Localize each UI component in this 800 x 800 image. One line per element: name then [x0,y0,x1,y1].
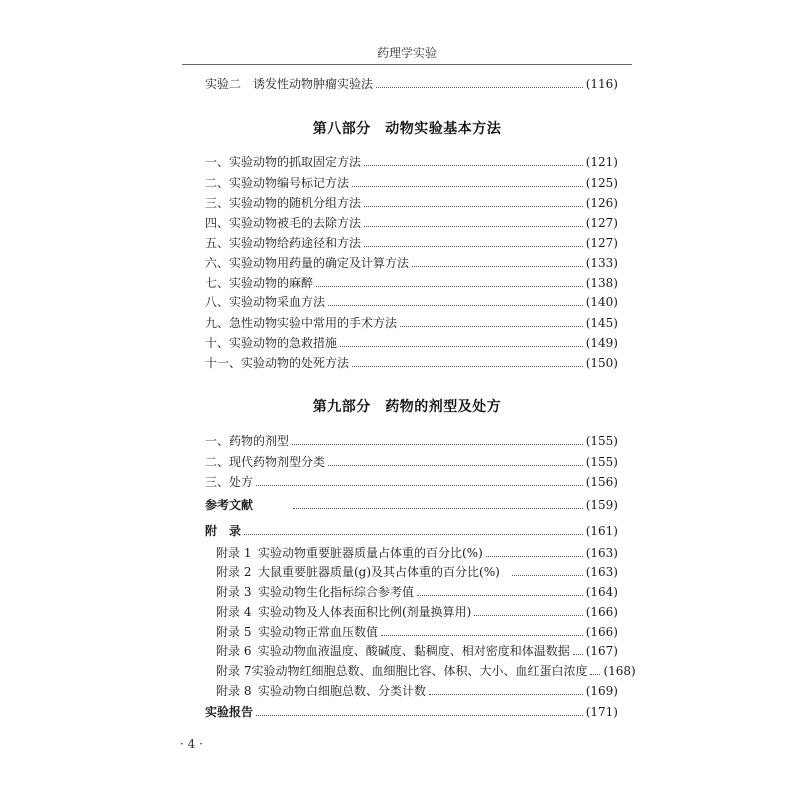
appendix-item[interactable] [216,624,618,640]
toc-entry-label: 四、实验动物被毛的去除方法 [205,216,362,230]
part8-title: 第八部分 动物实验基本方法 [312,121,502,137]
appendix-number: 附录 8 [216,684,252,698]
page-number: · 4 · [180,737,203,751]
appendix-label: 实验动物生化指标综合参考值 [258,585,415,599]
toc-entry-page: (155) [585,434,618,448]
toc-entry[interactable] [205,215,618,231]
appendix-label: 实验动物白细胞总数、分类计数 [258,684,427,698]
leader-dots [573,654,583,655]
leader-dots [364,206,583,207]
leader-dots [429,694,583,695]
leader-dots [340,346,583,347]
appendix-item[interactable] [216,564,618,580]
toc-entry-page: (121) [585,155,618,169]
leader-dots [256,715,583,716]
appendix-label: 实验动物红细胞总数、血细胞比容、体积、大小、血红蛋白浓度 [251,664,588,678]
appendix-number: 附录 6 [216,644,252,658]
toc-entry-experiment-2[interactable] [205,76,618,92]
appendix-number: 附录 3 [216,585,252,599]
appendix-number: 附录 5 [216,625,252,639]
appendix-label: 实验动物正常血压数值 [258,625,379,639]
leader-dots [364,165,583,166]
appendix-page: (166) [585,625,618,639]
appendix-number: 附录 4 [216,605,252,619]
toc-entry-label: 九、急性动物实验中常用的手术方法 [205,316,398,330]
toc-entry-label: 实验二 诱发性动物肿瘤实验法 [205,77,374,91]
toc-entry-page: (150) [585,356,618,370]
toc-entry[interactable] [205,335,618,351]
toc-entry-label: 二、现代药物剂型分类 [205,455,326,469]
leader-dots [293,508,583,509]
leader-dots [417,595,583,596]
toc-entry-page: (171) [585,705,618,719]
appendix-item[interactable] [216,643,618,659]
toc-entry-report[interactable] [205,704,618,720]
leader-dots [400,326,583,327]
header-rule [182,64,632,65]
appendix-page: (163) [585,546,618,560]
leader-dots [364,246,583,247]
toc-entry-page: (116) [585,77,618,91]
toc-entry[interactable] [205,255,618,271]
leader-dots [512,575,583,576]
toc-entry[interactable] [205,195,618,211]
appendix-number: 附录 7 [216,664,252,678]
appendix-label: 实验动物重要脏器质量占体重的百分比(%) [258,546,483,560]
appendix-item[interactable] [216,683,618,699]
toc-entry[interactable] [205,454,618,470]
toc-entry-page: (127) [585,216,618,230]
leader-dots [316,286,583,287]
toc-entry-label: 五、实验动物给药途径和方法 [205,236,362,250]
leader-dots [292,444,583,445]
toc-entry[interactable] [205,275,618,291]
toc-entry-label: 十一、实验动物的处死方法 [205,356,350,370]
running-header: 药理学实验 [376,46,437,60]
leader-dots [376,87,583,88]
toc-entry-page: (127) [585,236,618,250]
toc-entry-appendix[interactable] [205,523,618,539]
toc-entry-page: (125) [585,176,618,190]
leader-dots [474,615,582,616]
toc-entry[interactable] [205,433,618,449]
toc-entry-label: 一、实验动物的抓取固定方法 [205,155,362,169]
toc-entry-label: 三、实验动物的随机分组方法 [205,196,362,210]
toc-entry-page: (140) [585,295,618,309]
toc-entry-page: (138) [585,276,618,290]
appendix-page: (168) [603,664,636,678]
toc-entry[interactable] [205,315,618,331]
toc-entry-label: 参考文献 [205,498,254,512]
toc-entry-label: 三、处方 [205,475,254,489]
appendix-label: 实验动物及人体表面积比例(剂量换算用) [258,605,472,619]
toc-entry-label: 实验报告 [205,705,254,719]
toc-entry-references[interactable] [205,497,618,513]
toc-entry-page: (159) [585,498,618,512]
toc-entry-label: 二、实验动物编号标记方法 [205,176,350,190]
toc-entry[interactable] [205,154,618,170]
toc-entry[interactable] [205,175,618,191]
leader-dots [244,534,583,535]
appendix-item[interactable] [216,663,636,679]
leader-dots [328,305,583,306]
toc-entry-label: 一、药物的剂型 [205,434,290,448]
toc-entry-page: (149) [585,336,618,350]
toc-entry[interactable] [205,235,618,251]
appendix-page: (166) [585,605,618,619]
appendix-number: 附录 2 [216,565,252,579]
appendix-page: (169) [585,684,618,698]
appendix-number: 附录 1 [216,546,252,560]
toc-entry-label: 附 录 [205,524,242,538]
toc-entry[interactable] [205,294,618,310]
toc-entry[interactable] [205,474,618,490]
toc-entry[interactable] [205,355,618,371]
part9-title: 第九部分 药物的剂型及处方 [312,399,502,415]
leader-dots [381,635,583,636]
appendix-page: (164) [585,585,618,599]
leader-dots [256,485,583,486]
appendix-page: (167) [585,644,618,658]
toc-entry-label: 七、实验动物的麻醉 [205,276,314,290]
appendix-item[interactable] [216,604,618,620]
appendix-label: 大鼠重要脏器质量(g)及其占体重的百分比(%) [258,565,500,579]
toc-entry-page: (145) [585,316,618,330]
leader-dots [328,465,583,466]
appendix-label: 实验动物血液温度、酸碱度、黏稠度、相对密度和体温数据 [257,644,570,658]
toc-entry-page: (126) [585,196,618,210]
leader-dots [352,186,583,187]
leader-dots [412,266,583,267]
leader-dots [486,556,583,557]
toc-entry-page: (155) [585,455,618,469]
toc-entry-page: (156) [585,475,618,489]
appendix-page: (163) [585,565,618,579]
toc-entry-label: 十、实验动物的急救措施 [205,336,338,350]
leader-dots [352,366,583,367]
toc-entry-label: 八、实验动物采血方法 [205,295,326,309]
appendix-item[interactable] [216,584,618,600]
appendix-item[interactable] [216,545,618,561]
toc-entry-page: (161) [585,524,618,538]
leader-dots [590,674,600,675]
leader-dots [364,226,583,227]
toc-entry-page: (133) [585,256,618,270]
toc-entry-label: 六、实验动物用药量的确定及计算方法 [205,256,410,270]
